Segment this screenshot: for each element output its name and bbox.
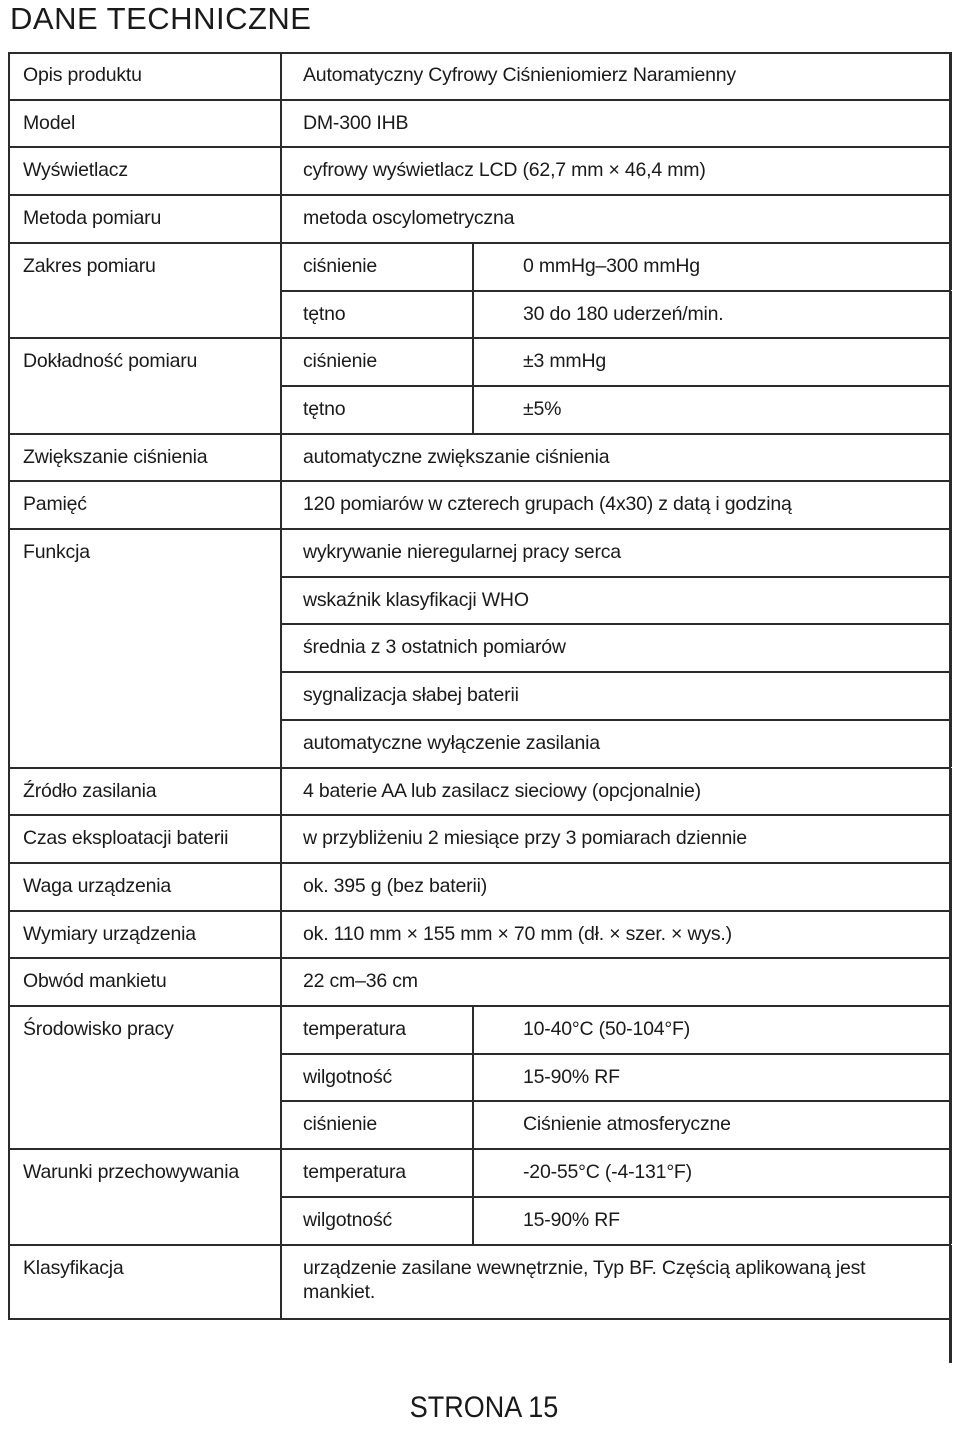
column-divider <box>280 624 282 672</box>
column-divider <box>280 1149 282 1197</box>
column-divider <box>280 1006 282 1054</box>
column-divider <box>280 386 282 434</box>
spec-label: Metoda pomiaru <box>23 207 162 230</box>
spec-extra: 15-90% RF <box>523 1065 620 1088</box>
spec-extra: -20-55°C (-4-131°F) <box>523 1161 692 1184</box>
table-border-right <box>949 147 952 195</box>
table-border-right <box>949 529 952 577</box>
table-border-right <box>949 1197 952 1245</box>
spec-label: Obwód mankietu <box>23 970 167 993</box>
column-divider <box>280 958 282 1006</box>
row-divider <box>8 99 951 101</box>
spec-label: Dokładność pomiaru <box>23 350 198 373</box>
spec-extra: 10-40°C (50-104°F) <box>523 1018 690 1040</box>
column-divider <box>472 1006 474 1054</box>
table-border-right-extension <box>949 1319 952 1363</box>
row-divider <box>8 767 951 769</box>
column-divider <box>280 672 282 720</box>
spec-value: temperatura <box>303 1161 406 1184</box>
table-border-right <box>949 958 952 1006</box>
table-border-right <box>949 1006 952 1054</box>
spec-label: Środowisko pracy <box>23 1018 174 1040</box>
column-divider <box>280 243 282 291</box>
column-divider <box>472 1149 474 1197</box>
spec-label: Pamięć <box>23 493 87 516</box>
page-title: DANE TECHNICZNE <box>10 1 312 36</box>
table-border-right <box>949 52 952 100</box>
spec-value: urządzenie zasilane wewnętrznie, Typ BF. Częścią aplikowaną jest mankiet. <box>303 1256 866 1303</box>
spec-label: Waga urządzenia <box>23 874 172 897</box>
spec-value: w przybliżeniu 2 miesiące przy 3 pomiarach dziennie <box>303 827 747 850</box>
spec-value: automatyczne zwiększanie ciśnienia <box>303 445 610 468</box>
spec-extra: 30 do 180 uderzeń/min. <box>523 302 724 325</box>
table-border-right <box>949 815 952 863</box>
column-divider <box>472 1197 474 1245</box>
table-border-right <box>949 768 952 816</box>
column-divider <box>280 720 282 768</box>
spec-value: automatyczne wyłączenie zasilania <box>303 731 600 754</box>
column-divider <box>472 291 474 339</box>
spec-label: Źródło zasilania <box>23 779 157 802</box>
spec-value: cyfrowy wyświetlacz LCD (62,7 mm × 46,4 mm) <box>303 159 706 182</box>
table-border-right <box>949 481 952 529</box>
spec-label: Klasyfikacja <box>23 1256 124 1279</box>
column-divider <box>472 243 474 291</box>
spec-value: ok. 395 g (bez baterii) <box>303 874 488 897</box>
spec-extra: Ciśnienie atmosferyczne <box>523 1113 731 1136</box>
row-divider <box>8 480 951 482</box>
spec-label: Warunki przechowywania <box>23 1161 239 1184</box>
row-divider <box>8 1244 951 1246</box>
spec-label: Zakres pomiaru <box>23 254 156 277</box>
table-border-bottom <box>8 1318 951 1320</box>
table-border-right <box>949 911 952 959</box>
spec-value: wilgotność <box>303 1065 393 1088</box>
table-border-right <box>949 195 952 243</box>
row-divider <box>280 1100 951 1102</box>
row-divider <box>8 957 951 959</box>
table-border-right <box>949 1054 952 1102</box>
spec-value: ok. 110 mm × 155 mm × 70 mm (dł. × szer. × wys.) <box>303 922 732 945</box>
column-divider <box>280 52 282 100</box>
spec-value: temperatura <box>303 1018 406 1040</box>
table-border-right <box>949 386 952 434</box>
column-divider <box>280 434 282 482</box>
table-border-right <box>949 672 952 720</box>
column-divider <box>280 1101 282 1149</box>
column-divider <box>280 481 282 529</box>
row-divider <box>8 146 951 148</box>
column-divider <box>280 195 282 243</box>
spec-extra: 15-90% RF <box>523 1208 620 1231</box>
row-divider <box>8 433 951 435</box>
spec-value: 120 pomiarów w czterech grupach (4x30) z datą i godziną <box>303 493 792 516</box>
column-divider <box>280 1054 282 1102</box>
row-divider <box>280 576 951 578</box>
spec-value: sygnalizacja słabej baterii <box>303 684 519 707</box>
spec-value: tętno <box>303 302 346 325</box>
spec-label: Wymiary urządzenia <box>23 922 196 945</box>
column-divider <box>280 147 282 195</box>
spec-label: Czas eksploatacji baterii <box>23 827 229 850</box>
spec-label: Model <box>23 111 76 134</box>
row-divider <box>8 528 951 530</box>
row-divider <box>280 385 951 387</box>
table-border-right <box>949 624 952 672</box>
table-border-right <box>949 100 952 148</box>
column-divider <box>280 768 282 816</box>
column-divider <box>280 863 282 911</box>
spec-value: metoda oscylometryczna <box>303 207 515 230</box>
table-border-top <box>8 52 951 54</box>
spec-label: Opis produktu <box>23 64 142 86</box>
row-divider <box>8 814 951 816</box>
column-divider <box>472 338 474 386</box>
spec-value: tętno <box>303 397 346 420</box>
spec-value: DM-300 IHB <box>303 111 409 134</box>
column-divider <box>280 338 282 386</box>
row-divider <box>280 719 951 721</box>
column-divider <box>280 291 282 339</box>
column-divider <box>280 1245 282 1319</box>
spec-value: wskaźnik klasyfikacji WHO <box>303 588 529 611</box>
spec-value: ciśnienie <box>303 350 378 373</box>
row-divider <box>280 623 951 625</box>
spec-value: ciśnienie <box>303 1113 378 1136</box>
column-divider <box>472 1101 474 1149</box>
spec-value: wilgotność <box>303 1208 393 1231</box>
column-divider <box>472 1054 474 1102</box>
row-divider <box>8 910 951 912</box>
table-border-right <box>949 338 952 386</box>
column-divider <box>280 911 282 959</box>
table-border-right <box>949 863 952 911</box>
column-divider <box>280 577 282 625</box>
spec-extra: 0 mmHg–300 mmHg <box>523 254 700 277</box>
table-border-right <box>949 720 952 768</box>
spec-extra: ±5% <box>523 397 562 420</box>
spec-label: Wyświetlacz <box>23 159 128 182</box>
row-divider <box>8 1148 951 1150</box>
row-divider <box>280 290 951 292</box>
spec-value: 4 baterie AA lub zasilacz sieciowy (opcjonalnie) <box>303 779 701 802</box>
row-divider <box>280 1053 951 1055</box>
spec-label: Funkcja <box>23 541 90 563</box>
spec-value: wykrywanie nieregularnej pracy serca <box>303 541 621 563</box>
column-divider <box>280 1197 282 1245</box>
table-border-right <box>949 243 952 291</box>
table-border-right <box>949 1245 952 1319</box>
column-divider <box>280 529 282 577</box>
column-divider <box>280 100 282 148</box>
row-divider <box>8 862 951 864</box>
row-divider <box>280 1196 951 1198</box>
table-border-right <box>949 1101 952 1149</box>
spec-value: średnia z 3 ostatnich pomiarów <box>303 636 566 659</box>
row-divider <box>8 337 951 339</box>
spec-label: Zwiększanie ciśnienia <box>23 445 208 468</box>
page-number: STRONA 15 <box>409 1391 559 1424</box>
table-border-right <box>949 577 952 625</box>
table-border-right <box>949 1149 952 1197</box>
row-divider <box>280 671 951 673</box>
row-divider <box>8 1005 951 1007</box>
table-border-right <box>949 291 952 339</box>
table-border-right <box>949 434 952 482</box>
row-divider <box>8 242 951 244</box>
spec-value: Automatyczny Cyfrowy Ciśnieniomierz Naramienny <box>303 64 736 86</box>
column-divider <box>472 386 474 434</box>
spec-extra: ±3 mmHg <box>523 350 606 373</box>
column-divider <box>280 815 282 863</box>
table-border-left <box>8 52 10 1319</box>
spec-value: 22 cm–36 cm <box>303 970 418 993</box>
spec-value: ciśnienie <box>303 254 378 277</box>
row-divider <box>8 194 951 196</box>
